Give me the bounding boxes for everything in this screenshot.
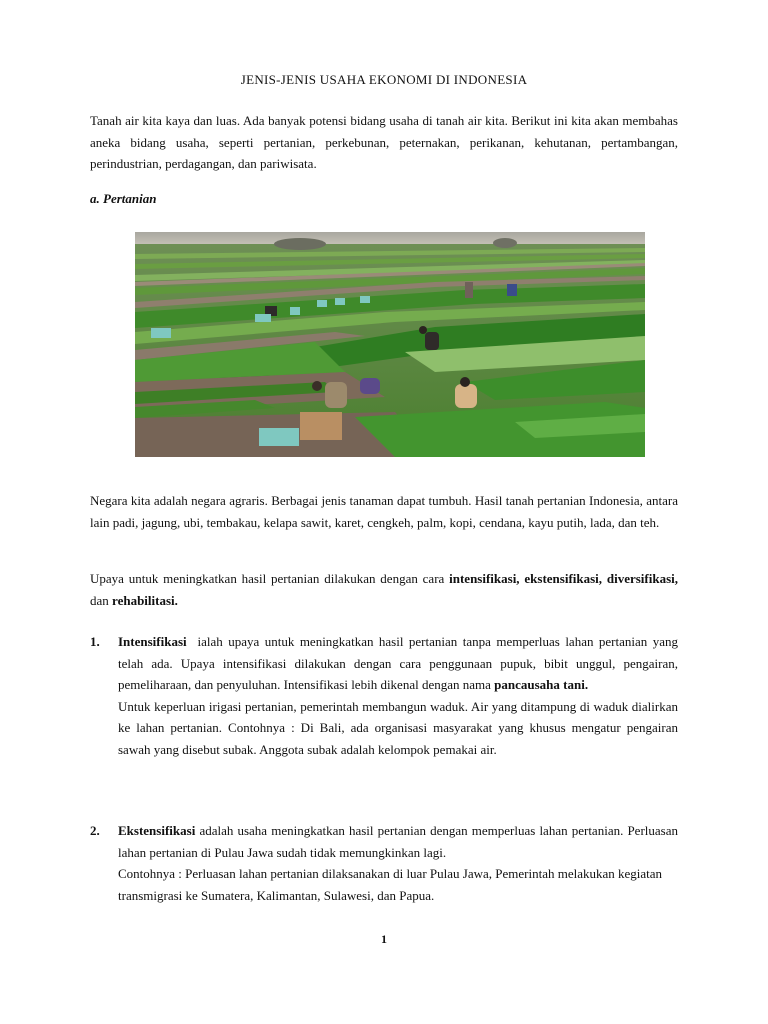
- intensifikasi-paragraph: [118, 631, 678, 696]
- page-title: JENIS-JENIS USAHA EKONOMI DI INDONESIA: [240, 72, 528, 87]
- intro-paragraph: Tanah air kita kaya dan luas. Ada banyak potensi bidang usaha di tanah air kita. Berikut ini kita akan membahas aneka bidang usaha, seperti pertanian, perkebunan, peternakan, perikanan, kehutanan, pertambangan, perindustrian, perdagangan, dan pariwisata.: [90, 113, 678, 171]
- ekstensifikasi-paragraph: [118, 820, 678, 863]
- ekstensifikasi-term: Ekstensifikasi: [118, 823, 196, 838]
- list-number: 2.: [90, 823, 100, 838]
- section-heading-pertanian: a. Pertanian: [90, 191, 157, 206]
- list-item-ekstensifikasi: [90, 820, 678, 906]
- intensifikasi-text: ialah upaya untuk meningkatkan hasil pertanian tanpa memperluas lahan pertanian yang telah ada. Upaya intensifikasi dilakukan dengan cara penggunaan pupuk, bibit unggul, pengairan, pemeliharaan, dan penyuluhan. Intensifikasi lebih dikenal dengan nama: [118, 634, 678, 692]
- upaya-mid: dan: [90, 592, 113, 608]
- agri-paragraph: Negara kita adalah negara agraris. Berbagai jenis tanaman dapat tumbuh. Hasil tanah pertanian Indonesia, antara lain padi, jagung, ubi, tembakau, kelapa sawit, karet, cengkeh, palm, kopi, cendana, kayu putih, lada, dan teh.: [90, 493, 678, 530]
- upaya-rehab: rehabilitasi.: [112, 592, 178, 608]
- page-number: 1: [381, 932, 387, 946]
- upaya-paragraph: [90, 568, 678, 611]
- transmigrasi-paragraph: Contohnya : Perluasan lahan pertanian dilaksanakan di luar Pulau Jawa, Pemerintah melakukan kegiatan transmigrasi ke Sumatera, Kalimantan, Sulawesi, dan Papua.: [118, 866, 663, 903]
- upaya-lead: Upaya untuk meningkatkan hasil pertanian dilakukan dengan cara: [90, 571, 450, 586]
- upaya-methods: intensifikasi, ekstensifikasi, diversifikasi,: [449, 571, 678, 586]
- ekstensifikasi-text: adalah usaha meningkatkan hasil pertanian dengan memperluas lahan pertanian. Perluasan lahan pertanian di Pulau Jawa sudah tidak memungkinkan lagi.: [118, 823, 678, 860]
- pancausaha-term: pancausaha tani.: [494, 677, 589, 692]
- list-item-intensifikasi: [90, 631, 678, 760]
- list-number: 1.: [90, 634, 100, 649]
- farm-field-photo: [135, 232, 645, 457]
- intensifikasi-term: Intensifikasi: [118, 634, 187, 649]
- irigasi-paragraph: Untuk keperluan irigasi pertanian, pemerintah membangun waduk. Air yang ditampung di waduk dialirkan ke lahan pertanian. Contohnya : Di Bali, ada organisasi masyarakat yang khusus mengatur pengairan sawah yang disebut subak. Anggota subak adalah kelompok pemakai air.: [118, 698, 678, 757]
